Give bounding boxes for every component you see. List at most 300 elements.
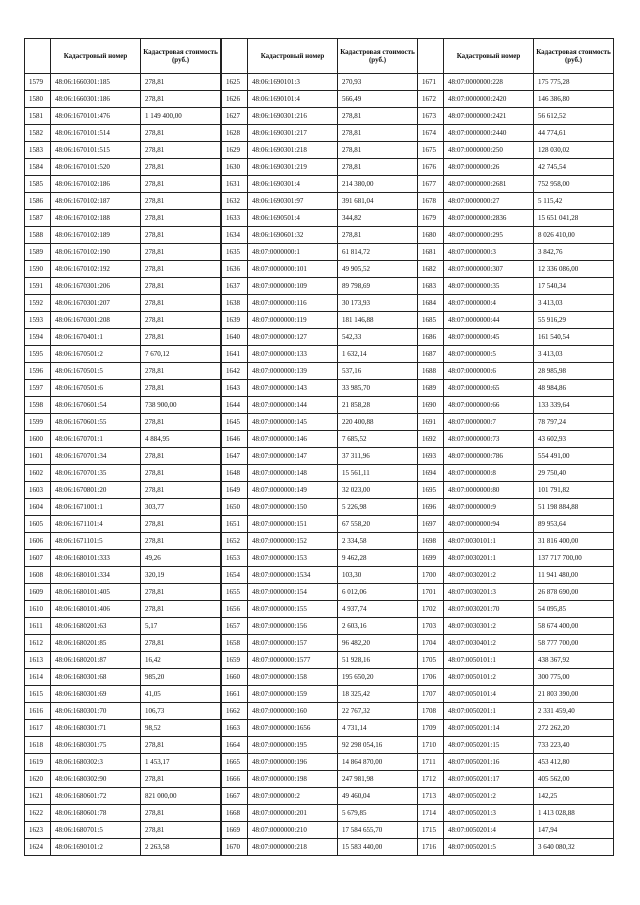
table-row: [418, 91, 614, 108]
row-number: 1663: [222, 720, 248, 737]
table-row: [25, 754, 221, 771]
cadastral-cost: 278,81: [141, 771, 221, 788]
cadastral-number: 48:07:0000000:2836: [444, 210, 534, 227]
cadastral-cost: 320,19: [141, 567, 221, 584]
table-row: [25, 312, 221, 329]
cadastral-number: 48:06:1670301:208: [51, 312, 141, 329]
cadastral-number: 48:07:0000000:133: [248, 346, 338, 363]
cadastral-number: 48:07:0050201:2: [444, 788, 534, 805]
cadastral-number: 48:07:0000000:7: [444, 414, 534, 431]
table-row: [222, 142, 418, 159]
cadastral-cost: 106,73: [141, 703, 221, 720]
row-number: 1632: [222, 193, 248, 210]
table-row: [25, 703, 221, 720]
table-row: [25, 448, 221, 465]
row-number: 1646: [222, 431, 248, 448]
row-number: 1597: [25, 380, 51, 397]
row-number: 1701: [418, 584, 444, 601]
cadastral-number: 48:07:0000000:146: [248, 431, 338, 448]
row-number: 1638: [222, 295, 248, 312]
cadastral-cost: 278,81: [141, 295, 221, 312]
cadastral-number: 48:07:0050201:14: [444, 720, 534, 737]
cadastral-cost: 4 937,74: [338, 601, 418, 618]
table-row: [418, 295, 614, 312]
row-number: 1716: [418, 839, 444, 856]
cadastral-number: 48:07:0030101:1: [444, 533, 534, 550]
table-row: [222, 210, 418, 227]
row-number: 1675: [418, 142, 444, 159]
table-row: [25, 431, 221, 448]
row-number: 1606: [25, 533, 51, 550]
cadastral-number: 48:06:1680301:70: [51, 703, 141, 720]
cadastral-cost: 17 584 655,70: [338, 822, 418, 839]
table-row: [25, 193, 221, 210]
cadastral-cost: 44 774,61: [534, 125, 614, 142]
cadastral-cost: 175 775,28: [534, 74, 614, 91]
row-number: 1599: [25, 414, 51, 431]
cadastral-cost: 278,81: [141, 91, 221, 108]
row-number: 1705: [418, 652, 444, 669]
table-row: [25, 567, 221, 584]
table-row: [25, 686, 221, 703]
cadastral-cost: 1 453,17: [141, 754, 221, 771]
row-number: 1629: [222, 142, 248, 159]
table-row: [222, 805, 418, 822]
table-row: [222, 346, 418, 363]
row-number: 1702: [418, 601, 444, 618]
cadastral-number: 48:06:1670102:189: [51, 227, 141, 244]
cadastral-cost: 278,81: [141, 176, 221, 193]
row-number: 1666: [222, 771, 248, 788]
row-number: 1707: [418, 686, 444, 703]
table-row: [418, 737, 614, 754]
table-row: [222, 482, 418, 499]
row-number: 1665: [222, 754, 248, 771]
row-number: 1602: [25, 465, 51, 482]
cadastral-cost: 278,81: [338, 125, 418, 142]
cadastral-cost: 537,16: [338, 363, 418, 380]
cadastral-number: 48:06:1680601:72: [51, 788, 141, 805]
cadastral-number: 48:06:1670501:6: [51, 380, 141, 397]
cadastral-number: 48:07:0000000:210: [248, 822, 338, 839]
cadastral-number: 48:07:0050201:17: [444, 771, 534, 788]
cadastral-cost: 8 026 410,00: [534, 227, 614, 244]
row-number: 1649: [222, 482, 248, 499]
cadastral-number: 48:07:0000000:2440: [444, 125, 534, 142]
table-row: [418, 261, 614, 278]
table-row: [222, 533, 418, 550]
cadastral-number: 48:07:0000000:150: [248, 499, 338, 516]
cadastral-cost: 11 941 480,00: [534, 567, 614, 584]
cadastral-cost: 18 325,42: [338, 686, 418, 703]
row-number: 1640: [222, 329, 248, 346]
cadastral-cost: 195 650,20: [338, 669, 418, 686]
cadastral-number: 48:07:0000000:250: [444, 142, 534, 159]
cadastral-cost: 128 030,02: [534, 142, 614, 159]
table-row: [418, 771, 614, 788]
cadastral-number: 48:07:0030201:2: [444, 567, 534, 584]
row-number: 1706: [418, 669, 444, 686]
row-number: 1595: [25, 346, 51, 363]
header-cadastral-number: Кадастровый номер: [248, 39, 338, 74]
row-number: 1673: [418, 108, 444, 125]
cadastral-cost: 43 602,93: [534, 431, 614, 448]
row-number: 1668: [222, 805, 248, 822]
cadastral-cost: 89 798,69: [338, 278, 418, 295]
cadastral-number: 48:07:0000000:2421: [444, 108, 534, 125]
table-row: [222, 822, 418, 839]
cadastral-number: 48:06:1680101:333: [51, 550, 141, 567]
table-row: [418, 584, 614, 601]
row-number: 1650: [222, 499, 248, 516]
table-row: [25, 210, 221, 227]
header-cadastral-number: Кадастровый номер: [444, 39, 534, 74]
cadastral-cost: 4 884,95: [141, 431, 221, 448]
cadastral-cost: 278,81: [141, 142, 221, 159]
header-cadastral-cost: Кадастровая стоимость (руб.): [141, 39, 221, 74]
cadastral-cost: 278,81: [141, 159, 221, 176]
cadastral-number: 48:06:1670701:1: [51, 431, 141, 448]
cadastral-cost: 220 400,88: [338, 414, 418, 431]
cadastral-number: 48:06:1680301:69: [51, 686, 141, 703]
table-row: [25, 397, 221, 414]
row-number: 1605: [25, 516, 51, 533]
row-number: 1684: [418, 295, 444, 312]
cadastral-number: 48:07:0000000:2420: [444, 91, 534, 108]
cadastral-cost: 405 562,00: [534, 771, 614, 788]
cadastral-number: 48:07:0000000:1656: [248, 720, 338, 737]
row-number: 1618: [25, 737, 51, 754]
table-row: [222, 737, 418, 754]
row-number: 1591: [25, 278, 51, 295]
table-row: [222, 754, 418, 771]
table-row: [25, 482, 221, 499]
table-row: [25, 142, 221, 159]
row-number: 1642: [222, 363, 248, 380]
cadastral-number: 48:06:1690301:218: [248, 142, 338, 159]
row-number: 1654: [222, 567, 248, 584]
cadastral-cost: 101 791,82: [534, 482, 614, 499]
cadastral-cost: 3 413,03: [534, 346, 614, 363]
cadastral-cost: 278,81: [141, 261, 221, 278]
table-row: [25, 771, 221, 788]
cadastral-number: 48:07:0000000:94: [444, 516, 534, 533]
cadastral-number: 48:07:0000000:144: [248, 397, 338, 414]
cadastral-number: 48:07:0000000:101: [248, 261, 338, 278]
table-row: [418, 839, 614, 856]
cadastral-number: 48:07:0050101:4: [444, 686, 534, 703]
table-row: [25, 669, 221, 686]
cadastral-number: 48:07:0000000:157: [248, 635, 338, 652]
cadastral-number: 48:07:0000000:201: [248, 805, 338, 822]
table-row: [222, 618, 418, 635]
row-number: 1699: [418, 550, 444, 567]
cadastral-number: 48:07:0000000:786: [444, 448, 534, 465]
table-header: [25, 39, 221, 74]
cadastral-number: 48:07:0000000:4: [444, 295, 534, 312]
table-row: [222, 771, 418, 788]
cadastral-number: 48:06:1670101:514: [51, 125, 141, 142]
row-number: 1659: [222, 652, 248, 669]
cadastral-number: 48:07:0050201:16: [444, 754, 534, 771]
row-number: 1670: [222, 839, 248, 856]
cadastral-cost: 270,93: [338, 74, 418, 91]
cadastral-number: 48:06:1690301:217: [248, 125, 338, 142]
cadastral-number: 48:07:0030301:2: [444, 618, 534, 635]
row-number: 1645: [222, 414, 248, 431]
row-number: 1590: [25, 261, 51, 278]
row-number: 1660: [222, 669, 248, 686]
cadastral-number: 48:06:1670401:1: [51, 329, 141, 346]
cadastral-number: 48:07:0000000:307: [444, 261, 534, 278]
cadastral-number: 48:07:0000000:155: [248, 601, 338, 618]
cadastral-cost: 1 149 400,00: [141, 108, 221, 125]
cadastral-number: 48:07:0000000:2: [248, 788, 338, 805]
row-number: 1692: [418, 431, 444, 448]
cadastral-number: 48:07:0000000:149: [248, 482, 338, 499]
cadastral-cost: 15 651 041,28: [534, 210, 614, 227]
cadastral-cost: 21 858,28: [338, 397, 418, 414]
row-number: 1715: [418, 822, 444, 839]
cadastral-cost: 54 095,85: [534, 601, 614, 618]
cadastral-cost: 247 981,98: [338, 771, 418, 788]
cadastral-cost: 32 023,00: [338, 482, 418, 499]
cadastral-cost: 272 262,20: [534, 720, 614, 737]
cadastral-cost: 303,77: [141, 499, 221, 516]
cadastral-number: 48:06:1670102:188: [51, 210, 141, 227]
table-row: [418, 686, 614, 703]
cadastral-cost: 3 413,03: [534, 295, 614, 312]
table-row: [418, 210, 614, 227]
cadastral-number: 48:07:0000000:73: [444, 431, 534, 448]
document-page: [24, 38, 616, 851]
row-number: 1607: [25, 550, 51, 567]
table-row: [25, 737, 221, 754]
row-number: 1703: [418, 618, 444, 635]
row-number: 1603: [25, 482, 51, 499]
row-number: 1695: [418, 482, 444, 499]
cadastral-number: 48:07:0000000:139: [248, 363, 338, 380]
row-number: 1647: [222, 448, 248, 465]
header-number: [25, 39, 51, 74]
cadastral-cost: 5 679,85: [338, 805, 418, 822]
header-cadastral-cost: Кадастровая стоимость (руб.): [338, 39, 418, 74]
cadastral-number: 48:06:1670601:55: [51, 414, 141, 431]
row-number: 1644: [222, 397, 248, 414]
cadastral-cost: 22 767,32: [338, 703, 418, 720]
table-row: [222, 550, 418, 567]
row-number: 1653: [222, 550, 248, 567]
cadastral-cost: 142,25: [534, 788, 614, 805]
table-row: [25, 618, 221, 635]
cadastral-number: 48:06:1690301:97: [248, 193, 338, 210]
table-row: [25, 516, 221, 533]
table-row: [25, 652, 221, 669]
row-number: 1626: [222, 91, 248, 108]
table-row: [418, 142, 614, 159]
row-number: 1633: [222, 210, 248, 227]
table-row: [222, 363, 418, 380]
table-row: [222, 635, 418, 652]
table-row: [418, 703, 614, 720]
cadastral-cost: 49 905,52: [338, 261, 418, 278]
cadastral-number: 48:07:0000000:5: [444, 346, 534, 363]
table-row: [25, 346, 221, 363]
row-number: 1593: [25, 312, 51, 329]
table-row: [222, 125, 418, 142]
cadastral-number: 48:06:1670102:190: [51, 244, 141, 261]
cadastral-number: 48:07:0000000:8: [444, 465, 534, 482]
row-number: 1685: [418, 312, 444, 329]
cadastral-cost: 278,81: [141, 516, 221, 533]
table-row: [418, 465, 614, 482]
cadastral-number: 48:07:0030201:3: [444, 584, 534, 601]
table-row: [25, 533, 221, 550]
cadastral-number: 48:06:1680101:406: [51, 601, 141, 618]
cadastral-number: 48:07:0000000:147: [248, 448, 338, 465]
table-row: [222, 839, 418, 856]
cadastral-number: 48:07:0050201:3: [444, 805, 534, 822]
table-row: [418, 125, 614, 142]
table-row: [418, 244, 614, 261]
cadastral-cost: 733 223,40: [534, 737, 614, 754]
table-row: [418, 329, 614, 346]
table-row: [418, 312, 614, 329]
table-row: [418, 482, 614, 499]
table-row: [25, 720, 221, 737]
table-row: [25, 261, 221, 278]
cadastral-cost: 278,81: [338, 227, 418, 244]
table-row: [222, 244, 418, 261]
cadastral-cost: 278,81: [338, 108, 418, 125]
cadastral-number: 48:06:1670102:187: [51, 193, 141, 210]
cadastral-cost: 278,81: [141, 601, 221, 618]
row-number: 1704: [418, 635, 444, 652]
table-row: [25, 839, 221, 856]
row-number: 1587: [25, 210, 51, 227]
cadastral-cost: 2 331 459,40: [534, 703, 614, 720]
table-row: [418, 278, 614, 295]
row-number: 1652: [222, 533, 248, 550]
row-number: 1691: [418, 414, 444, 431]
cadastral-number: 48:07:0000000:159: [248, 686, 338, 703]
table-row: [222, 669, 418, 686]
table-row: [418, 788, 614, 805]
row-number: 1700: [418, 567, 444, 584]
cadastral-cost: 278,81: [141, 329, 221, 346]
row-number: 1713: [418, 788, 444, 805]
cadastral-number: 48:07:0000000:218: [248, 839, 338, 856]
table-row: [418, 397, 614, 414]
table-row: [222, 499, 418, 516]
row-number: 1658: [222, 635, 248, 652]
row-number: 1690: [418, 397, 444, 414]
cadastral-cost: 14 864 870,00: [338, 754, 418, 771]
cadastral-number: 48:07:0000000:66: [444, 397, 534, 414]
cadastral-number: 48:06:1680301:75: [51, 737, 141, 754]
table-row: [418, 516, 614, 533]
cadastral-cost: 137 717 700,00: [534, 550, 614, 567]
cadastral-number: 48:07:0000000:80: [444, 482, 534, 499]
cadastral-cost: 48 984,86: [534, 380, 614, 397]
row-number: 1680: [418, 227, 444, 244]
cadastral-number: 48:06:1670301:207: [51, 295, 141, 312]
cadastral-cost: 278,81: [141, 210, 221, 227]
row-number: 1596: [25, 363, 51, 380]
row-number: 1619: [25, 754, 51, 771]
table-row: [25, 125, 221, 142]
table-row: [25, 414, 221, 431]
cadastral-cost: 542,33: [338, 329, 418, 346]
cadastral-number: 48:06:1690601:32: [248, 227, 338, 244]
cadastral-cost: 2 263,58: [141, 839, 221, 856]
table-row: [25, 329, 221, 346]
row-number: 1623: [25, 822, 51, 839]
cadastral-cost: 16,42: [141, 652, 221, 669]
row-number: 1616: [25, 703, 51, 720]
cadastral-number: 48:07:0000000:148: [248, 465, 338, 482]
cadastral-number: 48:06:1690301:219: [248, 159, 338, 176]
row-number: 1621: [25, 788, 51, 805]
row-number: 1583: [25, 142, 51, 159]
cadastral-cost: 278,81: [141, 805, 221, 822]
cadastral-number: 48:07:0000000:45: [444, 329, 534, 346]
row-number: 1694: [418, 465, 444, 482]
table-row: [222, 108, 418, 125]
table-row: [222, 329, 418, 346]
row-number: 1634: [222, 227, 248, 244]
table-row: [418, 193, 614, 210]
table-row: [25, 159, 221, 176]
cadastral-cost: 37 311,96: [338, 448, 418, 465]
cadastral-number: 48:07:0050101:1: [444, 652, 534, 669]
row-number: 1671: [418, 74, 444, 91]
row-number: 1630: [222, 159, 248, 176]
table-row: [222, 584, 418, 601]
table-row: [222, 703, 418, 720]
cadastral-number: 48:06:1680101:334: [51, 567, 141, 584]
cadastral-cost: 26 878 690,00: [534, 584, 614, 601]
row-number: 1657: [222, 618, 248, 635]
header-cadastral-cost: Кадастровая стоимость (руб.): [534, 39, 614, 74]
cadastral-number: 48:06:1690301:216: [248, 108, 338, 125]
cadastral-cost: 278,81: [141, 244, 221, 261]
row-number: 1676: [418, 159, 444, 176]
cadastral-number: 48:06:1680101:405: [51, 584, 141, 601]
cadastral-table-column-1: [24, 38, 221, 856]
cadastral-number: 48:06:1680701:5: [51, 822, 141, 839]
cadastral-number: 48:07:0030401:2: [444, 635, 534, 652]
cadastral-number: 48:07:0050101:2: [444, 669, 534, 686]
cadastral-number: 48:07:0000000:160: [248, 703, 338, 720]
table-row: [418, 448, 614, 465]
row-number: 1664: [222, 737, 248, 754]
table-row: [418, 618, 614, 635]
cadastral-cost: 3 640 080,32: [534, 839, 614, 856]
row-number: 1627: [222, 108, 248, 125]
table-row: [222, 74, 418, 91]
row-number: 1600: [25, 431, 51, 448]
cadastral-cost: 278,81: [141, 312, 221, 329]
cadastral-number: 48:07:0000000:143: [248, 380, 338, 397]
row-number: 1655: [222, 584, 248, 601]
table-row: [418, 550, 614, 567]
cadastral-cost: 278,81: [141, 465, 221, 482]
row-number: 1584: [25, 159, 51, 176]
cadastral-number: 48:06:1670501:2: [51, 346, 141, 363]
row-number: 1613: [25, 652, 51, 669]
cadastral-number: 48:06:1670701:35: [51, 465, 141, 482]
